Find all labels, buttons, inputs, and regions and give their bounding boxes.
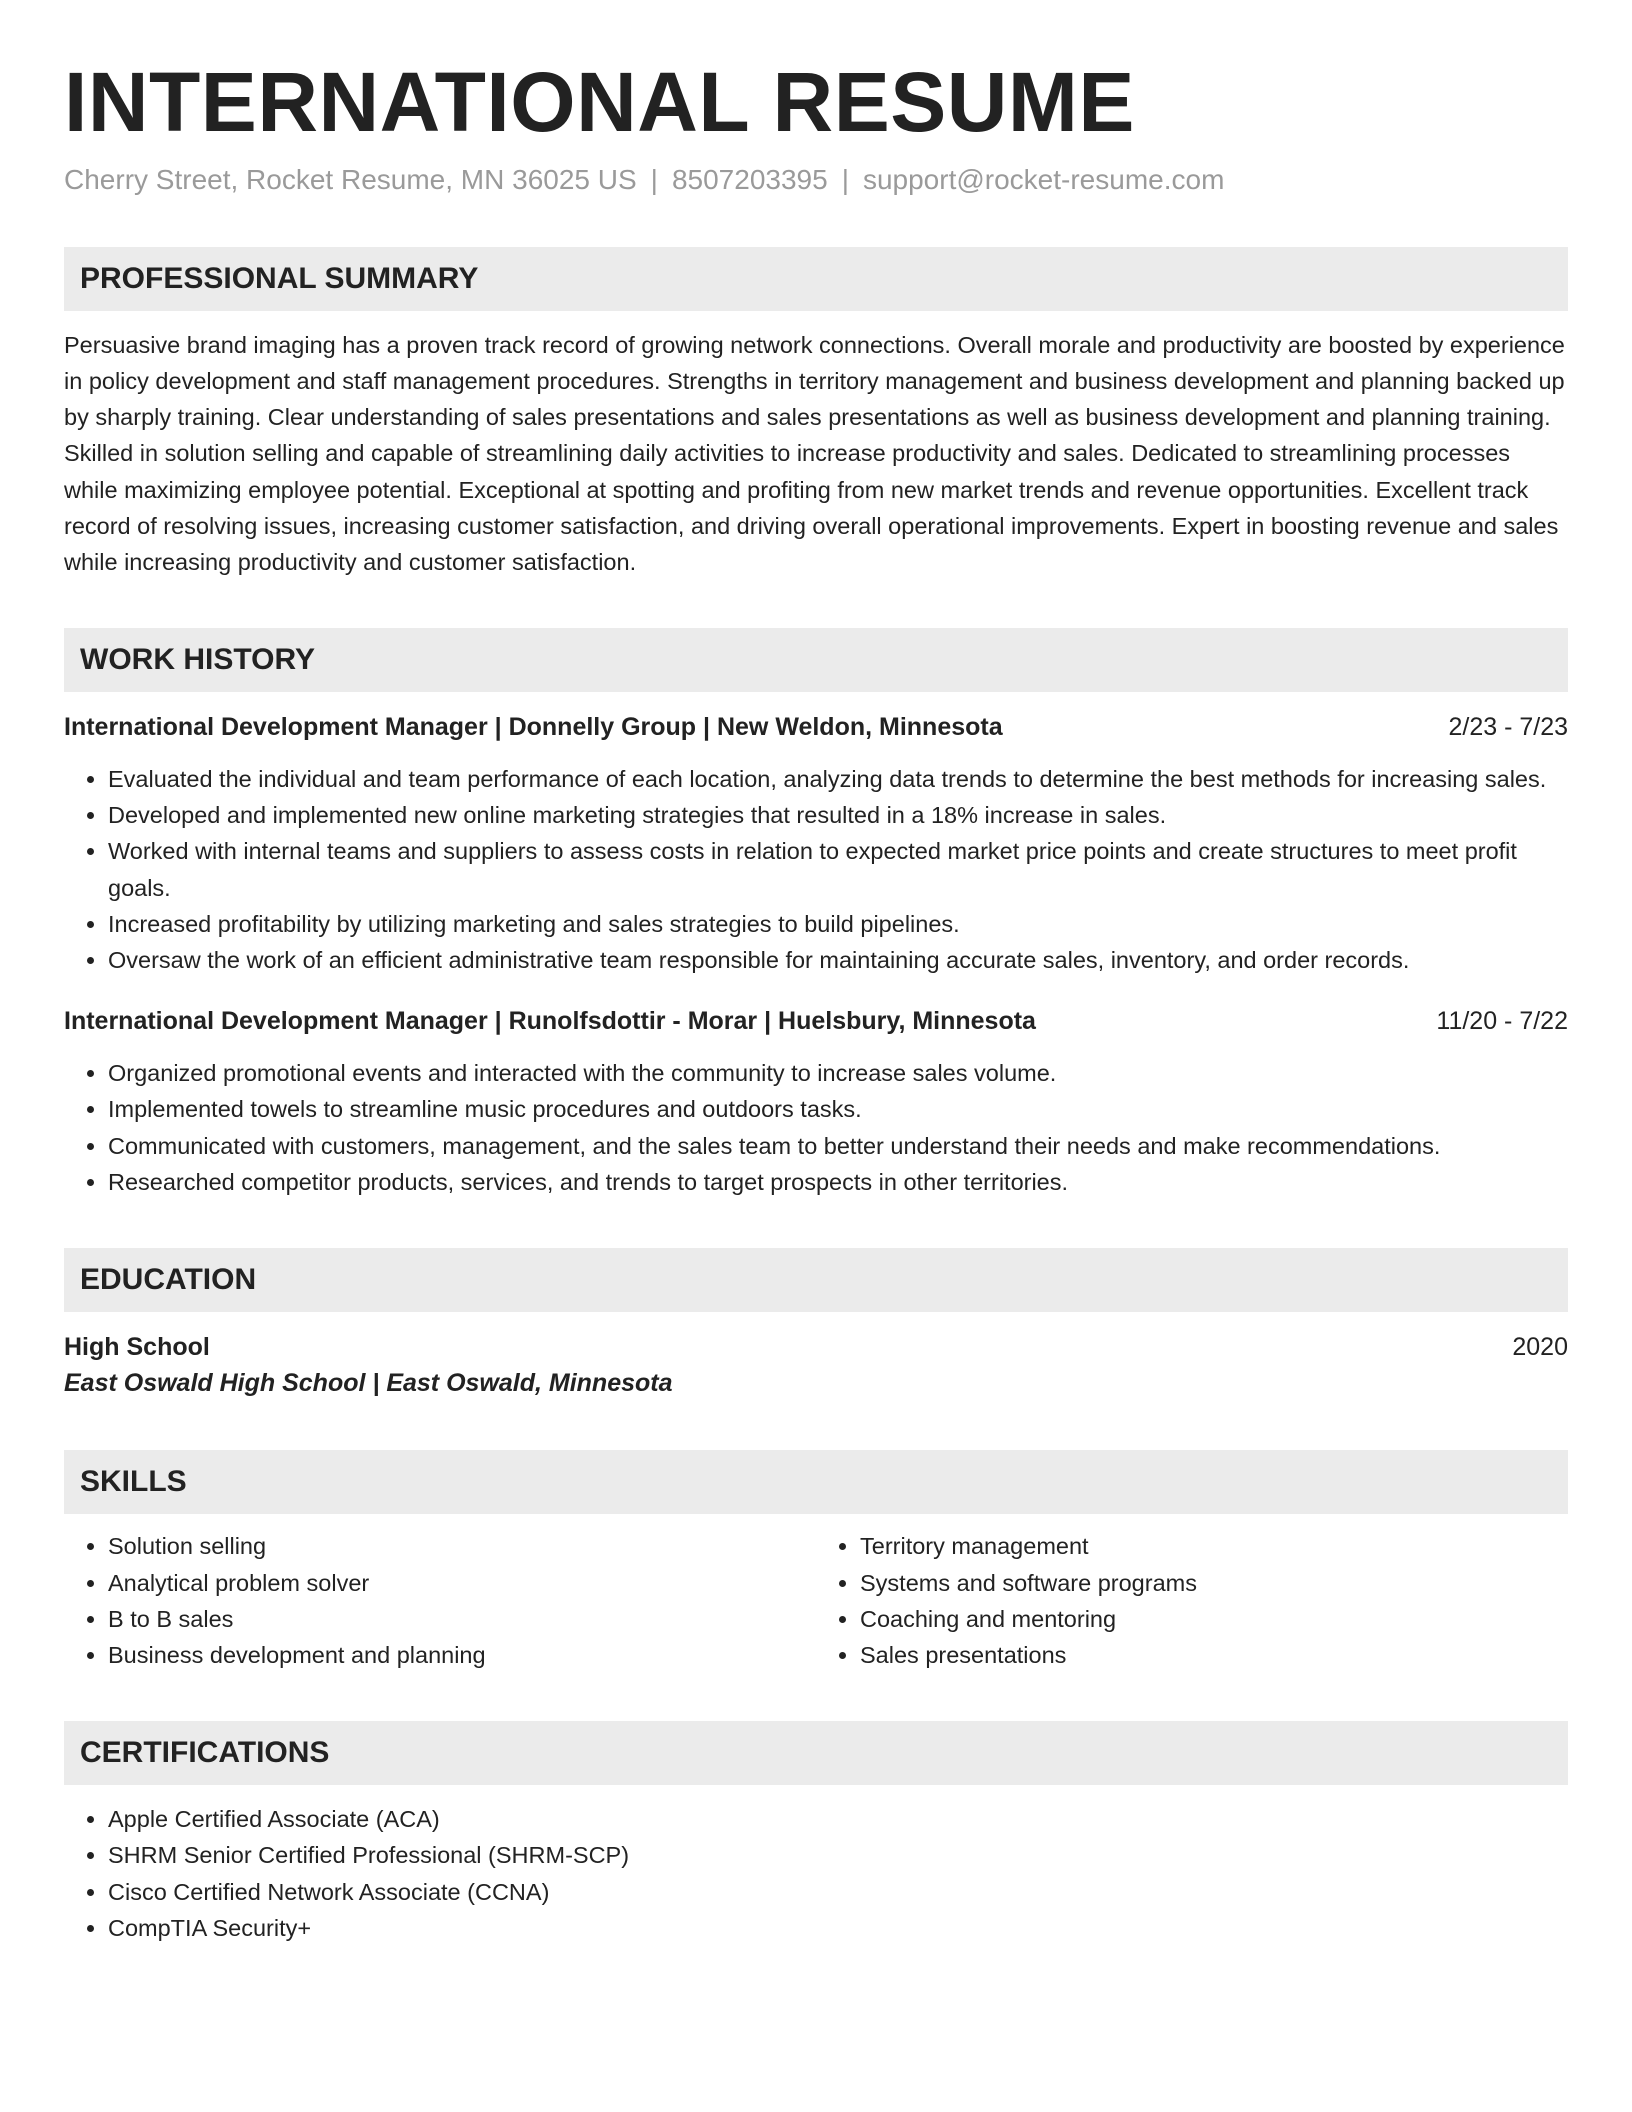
skill-item: • Sales presentations bbox=[860, 1637, 1568, 1673]
contact-separator: | bbox=[841, 164, 849, 196]
job-title: International Development Manager | Runolfsdottir - Morar | Huelsbury, Minnesota bbox=[64, 1007, 1036, 1036]
certification-item: • Apple Certified Associate (ACA) bbox=[108, 1801, 1568, 1837]
education-degree: High School bbox=[64, 1332, 210, 1361]
skill-item: • Territory management bbox=[860, 1528, 1568, 1564]
job-entry bbox=[64, 710, 1568, 978]
education-header bbox=[64, 1330, 1568, 1365]
certification-item: • Cisco Certified Network Associate (CCNA) bbox=[108, 1874, 1568, 1910]
certification-item: • CompTIA Security+ bbox=[108, 1910, 1568, 1946]
job-bullet: • Developed and implemented new online marketing strategies that resulted in a 18% increase in sales. bbox=[108, 797, 1568, 833]
resume-title: INTERNATIONAL RESUME bbox=[64, 55, 1135, 149]
education-school: East Oswald High School | East Oswald, Minnesota bbox=[64, 1368, 673, 1397]
job-bullet: • Evaluated the individual and team performance of each location, analyzing data trends to determine the best methods for increasing sales. bbox=[108, 761, 1568, 797]
section-header-skills: SKILLS bbox=[64, 1450, 1568, 1514]
section-header-work-history: WORK HISTORY bbox=[64, 628, 1568, 692]
job-bullets bbox=[64, 761, 1568, 978]
job-bullet: • Increased profitability by utilizing marketing and sales strategies to build pipelines. bbox=[108, 906, 1568, 942]
section-header-education: EDUCATION bbox=[64, 1248, 1568, 1312]
job-dates: 11/20 - 7/22 bbox=[1436, 1007, 1568, 1036]
skill-item: • Analytical problem solver bbox=[108, 1565, 816, 1601]
job-bullet: • Oversaw the work of an efficient administrative team responsible for maintaining accurate sales, inventory, and order records. bbox=[108, 942, 1568, 978]
job-entry bbox=[64, 1004, 1568, 1200]
summary-text: Persuasive brand imaging has a proven track record of growing network connections. Overall morale and productivity are boosted by experience in policy development and staff management procedures. Strengths in territory management and business development and planning backed up by sharply training. Clear understanding of sales presentations and sales presentations as well as business development and planning training. Skilled in solution selling and capable of streamlining daily activities to increase productivity and sales. Dedicated to streamlining processes while maximizing employee potential. Exceptional at spotting and profiting from new market trends and revenue opportunities. Excellent track record of resolving issues, increasing customer satisfaction, and driving overall operational improvements. Expert in boosting revenue and sales while increasing productivity and customer satisfaction. bbox=[64, 331, 1565, 575]
contact-separator: | bbox=[650, 164, 658, 196]
contact-email: support@rocket-resume.com bbox=[862, 164, 1225, 196]
section-header-certifications: CERTIFICATIONS bbox=[64, 1721, 1568, 1785]
job-dates: 2/23 - 7/23 bbox=[1448, 713, 1568, 742]
skills-grid bbox=[64, 1528, 1568, 1673]
job-header bbox=[64, 710, 1568, 745]
contact-line bbox=[64, 162, 1568, 198]
skill-item: • B to B sales bbox=[108, 1601, 816, 1637]
job-title: International Development Manager | Donnelly Group | New Weldon, Minnesota bbox=[64, 713, 1003, 742]
education-year: 2020 bbox=[1512, 1332, 1568, 1361]
job-bullet: • Researched competitor products, services, and trends to target prospects in other territories. bbox=[108, 1164, 1568, 1200]
job-bullet: • Worked with internal teams and suppliers to assess costs in relation to expected market price points and create structures to meet profit goals. bbox=[108, 833, 1568, 905]
job-header bbox=[64, 1004, 1568, 1039]
contact-phone: 8507203395 bbox=[671, 164, 828, 196]
job-bullet: • Organized promotional events and interacted with the community to increase sales volume. bbox=[108, 1055, 1568, 1091]
certification-item: • SHRM Senior Certified Professional (SHRM-SCP) bbox=[108, 1837, 1568, 1873]
contact-address: Cherry Street, Rocket Resume, MN 36025 US bbox=[64, 164, 637, 196]
skill-item: • Systems and software programs bbox=[860, 1565, 1568, 1601]
skills-column-right bbox=[816, 1528, 1568, 1673]
certifications-list bbox=[64, 1801, 1568, 1946]
skill-item: • Solution selling bbox=[108, 1528, 816, 1564]
job-bullet: • Communicated with customers, management, and the sales team to better understand their needs and make recommendations. bbox=[108, 1128, 1568, 1164]
section-header-summary: PROFESSIONAL SUMMARY bbox=[64, 247, 1568, 311]
skills-column-left bbox=[64, 1528, 816, 1673]
skill-item: • Business development and planning bbox=[108, 1637, 816, 1673]
job-bullet: • Implemented towels to streamline music procedures and outdoors tasks. bbox=[108, 1091, 1568, 1127]
skill-item: • Coaching and mentoring bbox=[860, 1601, 1568, 1637]
job-bullets bbox=[64, 1055, 1568, 1200]
